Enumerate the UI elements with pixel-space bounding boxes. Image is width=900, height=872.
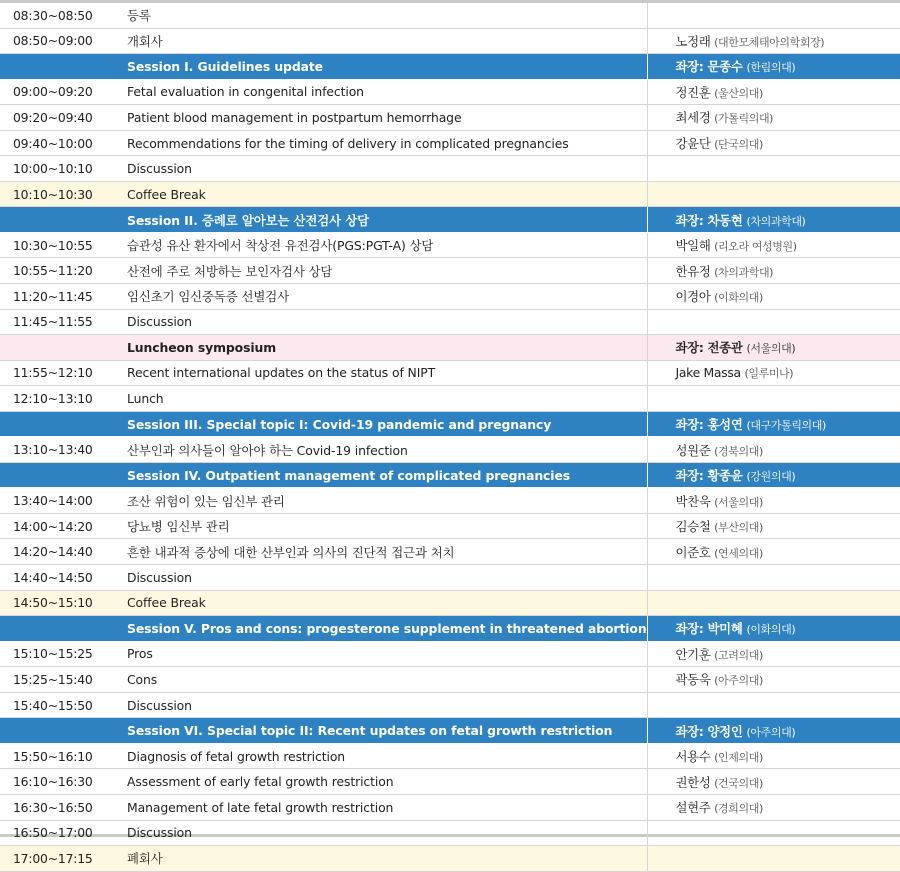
schedule-row — [0, 743, 900, 769]
speaker-name: 강윤단 — [675, 136, 711, 151]
affiliation: (대구가톨릭의대) — [746, 419, 826, 433]
speaker-cell — [647, 181, 900, 207]
affiliation: (연세의대) — [714, 546, 763, 560]
affiliation: (인제의대) — [714, 751, 763, 765]
title-cell: 습관성 유산 환자에서 착상전 유전검사(PGS:PGT-A) 상담 — [115, 232, 647, 258]
speaker-name: 박일해 — [675, 238, 711, 254]
speaker-cell — [647, 79, 900, 105]
title-cell: Session III. Special topic I: Covid-19 pandemic and pregnancy — [115, 411, 647, 437]
title-cell: 산부인과 의사들이 알아야 하는 Covid-19 infection — [115, 437, 647, 463]
break-row — [0, 590, 900, 616]
title-cell: Luncheon symposium — [115, 335, 647, 361]
speaker-cell — [647, 565, 900, 591]
speaker-cell — [647, 309, 900, 335]
schedule-row — [0, 820, 900, 846]
speaker-name: 정진훈 — [675, 84, 711, 100]
time-cell — [0, 411, 115, 437]
speaker-cell — [647, 820, 900, 846]
speaker-cell — [647, 232, 900, 258]
time-cell: 10:00~10:10 — [0, 156, 115, 182]
speaker-cell — [647, 718, 900, 744]
affiliation: (고려의대) — [714, 648, 763, 662]
title-cell: Management of late fetal growth restriction — [115, 794, 647, 820]
title-cell: Diagnosis of fetal growth restriction — [115, 743, 647, 769]
affiliation: (울산의대) — [714, 86, 763, 100]
time-cell: 14:00~14:20 — [0, 513, 115, 539]
time-cell: 17:00~17:15 — [0, 846, 115, 872]
time-cell: 11:20~11:45 — [0, 284, 115, 310]
title-cell: Session I. Guidelines update — [115, 54, 647, 80]
time-cell: 15:10~15:25 — [0, 641, 115, 667]
time-cell: 08:30~08:50 — [0, 3, 115, 28]
schedule-row — [0, 105, 900, 131]
time-cell — [0, 616, 115, 642]
speaker-name: 박찬욱 — [675, 493, 711, 509]
title-cell: Recent international updates on the status of NIPT — [115, 360, 647, 386]
chair-name: 좌장: 황종윤 — [675, 468, 743, 484]
speaker-name: 곽동욱 — [675, 672, 711, 688]
schedule-row — [0, 309, 900, 335]
time-cell: 10:55~11:20 — [0, 258, 115, 284]
session-header-row — [0, 207, 900, 233]
time-cell: 14:20~14:40 — [0, 539, 115, 565]
speaker-name: 최세경 — [675, 110, 711, 126]
chair-name: 좌장: 양정인 — [675, 723, 743, 739]
speaker-name: 한유정 — [675, 263, 711, 279]
title-cell: 등록 — [115, 3, 647, 28]
speaker-name: 김승철 — [675, 519, 711, 535]
time-cell: 09:40~10:00 — [0, 130, 115, 156]
time-cell: 11:55~12:10 — [0, 360, 115, 386]
luncheon-row — [0, 335, 900, 361]
speaker-cell — [647, 667, 900, 693]
title-cell: 당뇨병 임신부 관리 — [115, 513, 647, 539]
affiliation: (리오라 여성병원) — [714, 240, 797, 254]
session-header-row — [0, 616, 900, 642]
chair-name: 좌장: 차동현 — [675, 212, 743, 228]
schedule-row — [0, 667, 900, 693]
title-cell: Cons — [115, 667, 647, 693]
chair-name: 좌장: 홍성연 — [675, 417, 743, 433]
speaker-cell — [647, 335, 900, 361]
speaker-cell — [647, 28, 900, 54]
time-cell: 14:50~15:10 — [0, 590, 115, 616]
time-cell: 16:50~17:00 — [0, 820, 115, 846]
speaker-cell — [647, 130, 900, 156]
title-cell: Discussion — [115, 820, 647, 846]
title-cell: 폐회사 — [115, 846, 647, 872]
time-cell — [0, 207, 115, 233]
time-cell — [0, 462, 115, 488]
speaker-cell — [647, 105, 900, 131]
time-cell: 10:10~10:30 — [0, 181, 115, 207]
speaker-name: 설현주 — [675, 800, 711, 816]
schedule-row — [0, 794, 900, 820]
chair-name: 좌장: 박미혜 — [675, 621, 743, 637]
schedule-row — [0, 79, 900, 105]
title-cell: Discussion — [115, 565, 647, 591]
speaker-cell — [647, 258, 900, 284]
title-cell: 산전에 주로 처방하는 보인자검사 상담 — [115, 258, 647, 284]
speaker-name: 이경아 — [675, 289, 711, 305]
schedule-row — [0, 28, 900, 54]
title-cell: Discussion — [115, 692, 647, 718]
affiliation: (가톨릭의대) — [714, 112, 774, 126]
schedule-row — [0, 565, 900, 591]
title-cell: 개회사 — [115, 28, 647, 54]
speaker-name: 안기훈 — [675, 646, 711, 662]
title-cell: Fetal evaluation in congenital infection — [115, 79, 647, 105]
time-cell: 15:50~16:10 — [0, 743, 115, 769]
session-header-row — [0, 54, 900, 80]
chair-name: 좌장: 전종관 — [675, 340, 743, 356]
affiliation: (건국의대) — [714, 776, 763, 790]
schedule-row — [0, 386, 900, 412]
speaker-cell — [647, 284, 900, 310]
title-cell: Assessment of early fetal growth restriction — [115, 769, 647, 795]
affiliation: (일루미나) — [744, 366, 794, 380]
schedule-row — [0, 156, 900, 182]
speaker-cell — [647, 769, 900, 795]
title-cell: Coffee Break — [115, 590, 647, 616]
title-cell: Session VI. Special topic II: Recent updates on fetal growth restriction — [115, 718, 647, 744]
speaker-cell — [647, 54, 900, 80]
schedule-row — [0, 539, 900, 565]
title-cell: Coffee Break — [115, 181, 647, 207]
speaker-name: 권한성 — [675, 774, 711, 790]
schedule-row — [0, 488, 900, 514]
time-cell: 10:30~10:55 — [0, 232, 115, 258]
affiliation: (이화의대) — [746, 623, 796, 637]
affiliation: (아주의대) — [746, 725, 796, 739]
affiliation: (단국의대) — [714, 138, 763, 151]
speaker-cell — [647, 641, 900, 667]
schedule-row — [0, 437, 900, 463]
title-cell: Lunch — [115, 386, 647, 412]
time-cell: 08:50~09:00 — [0, 28, 115, 54]
speaker-cell — [647, 743, 900, 769]
affiliation: (한림의대) — [746, 61, 796, 75]
title-cell: Recommendations for the timing of delivery in complicated pregnancies — [115, 130, 647, 156]
title-cell: Discussion — [115, 309, 647, 335]
schedule-row — [0, 3, 900, 28]
title-cell: Discussion — [115, 156, 647, 182]
affiliation: (차의과학대) — [714, 265, 774, 279]
speaker-cell — [647, 360, 900, 386]
speaker-cell — [647, 794, 900, 820]
break-row — [0, 846, 900, 872]
affiliation: (차의과학대) — [746, 214, 806, 228]
session-header-row — [0, 411, 900, 437]
schedule-row — [0, 130, 900, 156]
affiliation: (강원의대) — [746, 470, 796, 484]
time-cell — [0, 718, 115, 744]
schedule-row — [0, 641, 900, 667]
time-cell: 15:25~15:40 — [0, 667, 115, 693]
affiliation: (경북의대) — [714, 444, 763, 458]
speaker-cell — [647, 207, 900, 233]
schedule-row — [0, 232, 900, 258]
title-cell: Session V. Pros and cons: progesterone supplement in threatened abortion — [115, 616, 647, 642]
schedule-row — [0, 360, 900, 386]
time-cell: 15:40~15:50 — [0, 692, 115, 718]
speaker-cell — [647, 3, 900, 28]
title-cell: 흔한 내과적 증상에 대한 산부인과 의사의 진단적 접근과 처치 — [115, 539, 647, 565]
title-cell: 조산 위험이 있는 임신부 관리 — [115, 488, 647, 514]
speaker-cell — [647, 462, 900, 488]
affiliation: (대한모체태아의학회장) — [714, 35, 825, 49]
speaker-cell — [647, 437, 900, 463]
time-cell: 16:30~16:50 — [0, 794, 115, 820]
title-cell: Pros — [115, 641, 647, 667]
time-cell — [0, 335, 115, 361]
time-cell: 14:40~14:50 — [0, 565, 115, 591]
title-cell: Session II. 증례로 알아보는 산전검사 상담 — [115, 207, 647, 233]
break-row — [0, 181, 900, 207]
time-cell: 12:10~13:10 — [0, 386, 115, 412]
speaker-cell — [647, 488, 900, 514]
speaker-cell — [647, 156, 900, 182]
time-cell: 13:10~13:40 — [0, 437, 115, 463]
speaker-cell — [647, 513, 900, 539]
time-cell: 16:10~16:30 — [0, 769, 115, 795]
time-cell: 11:45~11:55 — [0, 309, 115, 335]
schedule-row — [0, 513, 900, 539]
time-cell — [0, 54, 115, 80]
chair-name: 좌장: 문종수 — [675, 59, 743, 75]
title-cell: 임신초기 임신중독증 선별검사 — [115, 284, 647, 310]
affiliation: (이화의대) — [714, 291, 763, 305]
schedule-row — [0, 258, 900, 284]
speaker-name: Jake Massa — [675, 364, 741, 380]
affiliation: (아주의대) — [714, 674, 763, 688]
speaker-cell — [647, 411, 900, 437]
speaker-cell — [647, 692, 900, 718]
speaker-cell — [647, 386, 900, 412]
affiliation: (서울의대) — [714, 495, 763, 509]
speaker-name: 성원준 — [675, 442, 711, 458]
title-cell: Session IV. Outpatient management of complicated pregnancies — [115, 462, 647, 488]
schedule-row — [0, 284, 900, 310]
speaker-cell — [647, 616, 900, 642]
session-header-row — [0, 462, 900, 488]
time-cell: 09:00~09:20 — [0, 79, 115, 105]
title-cell: Patient blood management in postpartum hemorrhage — [115, 105, 647, 131]
speaker-cell — [647, 539, 900, 565]
speaker-name: 서용수 — [675, 749, 711, 765]
session-header-row — [0, 718, 900, 744]
speaker-cell — [647, 590, 900, 616]
speaker-cell — [647, 846, 900, 872]
time-cell: 13:40~14:00 — [0, 488, 115, 514]
schedule-table — [0, 3, 900, 872]
affiliation: (경희의대) — [714, 802, 763, 816]
schedule-body — [0, 3, 900, 871]
schedule-row — [0, 769, 900, 795]
affiliation: (부산의대) — [714, 521, 763, 535]
time-cell: 09:20~09:40 — [0, 105, 115, 131]
schedule-row — [0, 692, 900, 718]
speaker-name: 이준호 — [675, 544, 711, 560]
speaker-name: 노정래 — [675, 33, 711, 49]
affiliation: (서울의대) — [746, 342, 796, 356]
